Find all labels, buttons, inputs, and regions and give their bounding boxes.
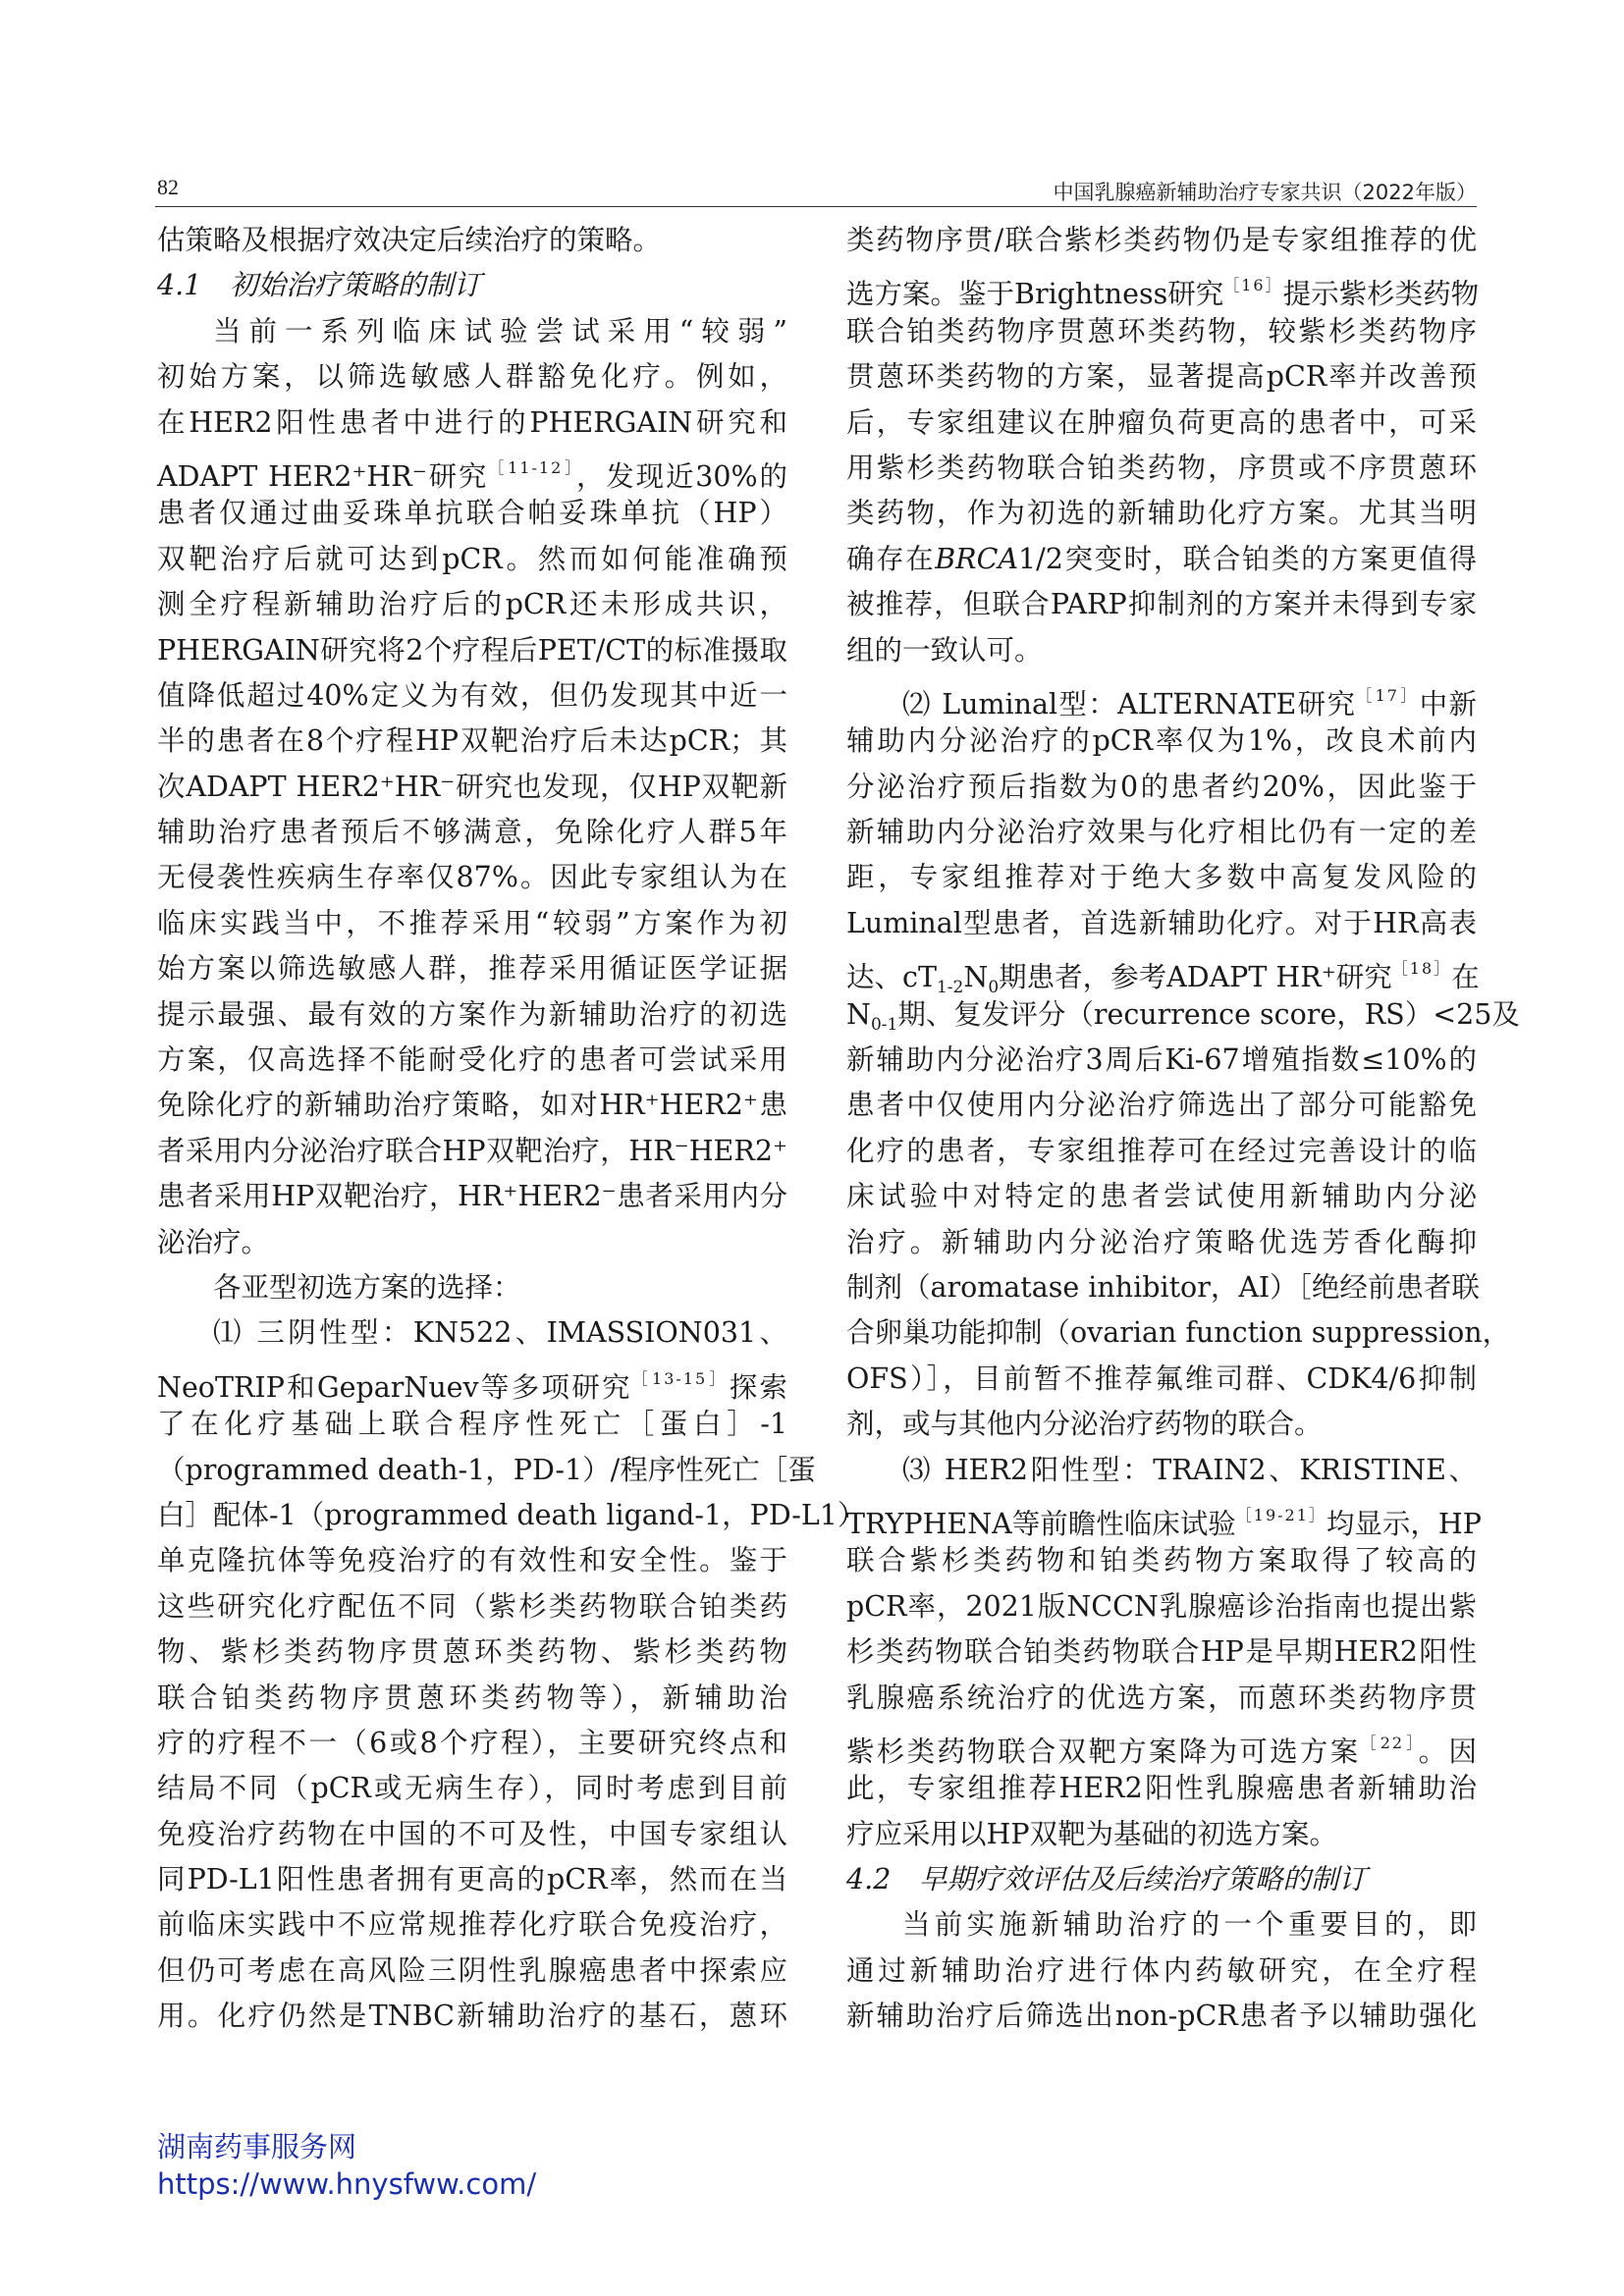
citation: ［16］	[1223, 276, 1283, 295]
text-fragment: 。因	[1418, 1735, 1477, 1768]
text-line: 类药物，作为初选的新辅助化疗方案。尤其当明	[846, 497, 1477, 530]
text-line: 组的一致认可。	[846, 633, 1043, 667]
text-line: 制剂（aromatase inhibitor，AI）［绝经前患者联	[846, 1270, 1480, 1304]
text-line: 结局不同（pCR或无病生存），同时考虑到目前	[157, 1772, 787, 1805]
text-line: pCR率，2021版NCCN乳腺癌诊治指南也提出紫	[846, 1589, 1477, 1623]
text-line: 杉类药物联合铂类药物联合HP是早期HER2阳性	[846, 1635, 1477, 1669]
citation: ［18］	[1391, 959, 1452, 979]
text-line: 前临床实践中不应常规推荐化疗联合免疫治疗，	[157, 1908, 787, 1942]
text-fragment: 期、复发评分（recurrence score，RS）<25及	[897, 997, 1520, 1031]
text-line: 值降低超过40%定义为有效，但仍发现其中近一	[157, 678, 787, 712]
text-line	[846, 263, 1480, 311]
text-fragment: 均显示，HP	[1326, 1507, 1482, 1540]
text-fragment: 选方案。鉴于Brightness研究	[846, 278, 1224, 311]
text-fragment: ，发现近30%的	[575, 459, 787, 493]
text-fragment: 确存在	[846, 542, 936, 575]
text-line: 用。化疗仍然是TNBC新辅助治疗的基石，蒽环	[157, 2000, 787, 2033]
text-fragment: N	[963, 961, 989, 994]
text-line: 治疗。新辅助内分泌治疗策略优选芳香化酶抑	[846, 1225, 1477, 1258]
text-line: ⑶ HER2阳性型：TRAIN2、KRISTINE、	[902, 1453, 1477, 1486]
text-line: 提示最强、最有效的方案作为新辅助治疗的初选	[157, 997, 787, 1031]
text-line: 次ADAPT HER2⁺HR⁻研究也发现，仅HP双靶新	[157, 770, 787, 803]
text-line: 者采用内分泌治疗联合HP双靶治疗，HR⁻HER2⁺	[157, 1134, 787, 1167]
text-fragment: ⑵ Luminal型：ALTERNATE研究	[902, 687, 1357, 721]
text-line	[157, 446, 787, 491]
subscript: 1-2	[936, 978, 964, 998]
text-line: 单克隆抗体等免疫治疗的有效性和安全性。鉴于	[157, 1544, 787, 1577]
text-line: 被推荐，但联合PARP抑制剂的方案并未得到专家	[846, 588, 1477, 621]
text-line: 分泌治疗预后指数为0的患者约20%，因此鉴于	[846, 770, 1477, 803]
text-line: 贯蒽环类药物的方案，显著提高pCR率并改善预	[846, 360, 1477, 394]
text-line: 在HER2阳性患者中进行的PHERGAIN研究和	[157, 405, 787, 439]
text-line: 方案，仅高选择不能耐受化疗的患者可尝试采用	[157, 1043, 787, 1077]
text-line: 这些研究化疗配伍不同（紫杉类药物联合铂类药	[157, 1589, 787, 1623]
text-line: 估策略及根据疗效决定后续治疗的策略。	[157, 224, 662, 256]
text-line: 了在化疗基础上联合程序性死亡［蛋白］-1	[157, 1408, 787, 1441]
watermark	[157, 2128, 536, 2203]
text-fragment: 紫杉类药物联合双靶方案降为可选方案	[846, 1735, 1361, 1768]
text-line: 但仍可考虑在高风险三阴性乳腺癌患者中探索应	[157, 1953, 787, 1987]
text-line: 免除化疗的新辅助治疗策略，如对HR⁺HER2⁺患	[157, 1089, 787, 1122]
text-line: 各亚型初选方案的选择：	[213, 1270, 521, 1304]
text-line: 此，专家组推荐HER2阳性乳腺癌患者新辅助治	[846, 1772, 1477, 1805]
text-line	[846, 992, 1520, 1038]
text-line: 化疗的患者，专家组推荐可在经过完善设计的临	[846, 1134, 1477, 1167]
text-line: 联合紫杉类药物和铂类药物方案取得了较高的	[846, 1544, 1477, 1577]
text-line: OFS）］，目前暂不推荐氟维司群、CDK4/6抑制	[846, 1362, 1477, 1395]
text-fragment: NeoTRIP和GeparNuev等多项研究	[157, 1370, 632, 1404]
text-fragment: 中新	[1419, 687, 1477, 721]
text-line: 新辅助内分泌治疗效果与化疗相比仍有一定的差	[846, 816, 1477, 849]
text-line: 距，专家组推荐对于绝大多数中高复发风险的	[846, 861, 1477, 894]
text-line: 通过新辅助治疗进行体内药敏研究，在全疗程	[846, 1953, 1477, 1987]
text-line: 疗的疗程不一（6或8个疗程），主要研究终点和	[157, 1726, 787, 1759]
citation: ［17］	[1356, 685, 1420, 705]
text-fragment: 期患者，参考ADAPT HR⁺研究	[999, 961, 1392, 994]
text-line: 用紫杉类药物联合铂类药物，序贯或不序贯蒽环	[846, 451, 1477, 484]
subscript: 0	[988, 978, 1000, 998]
citation: ［19-21］	[1235, 1505, 1326, 1524]
watermark-url[interactable]: https://www.hnysfww.com/	[157, 2167, 537, 2201]
text-line: 无侵袭性疾病生存率仅87%。因此专家组认为在	[157, 861, 787, 894]
text-line: 辅助治疗患者预后不够满意，免除化疗人群5年	[157, 816, 787, 849]
text-fragment: N	[846, 997, 871, 1031]
text-line: 免疫治疗药物在中国的不可及性，中国专家组认	[157, 1817, 787, 1850]
text-fragment: 探索	[729, 1370, 787, 1404]
text-line: 测全疗程新辅助治疗后的pCR还未形成共识，	[157, 588, 787, 621]
text-line: 双靶治疗后就可达到pCR。然而如何能准确预	[157, 542, 787, 575]
text-line: 联合铂类药物序贯蒽环类药物等），新辅助治	[157, 1681, 787, 1714]
text-line	[846, 1493, 1482, 1540]
text-line: 当前实施新辅助治疗的一个重要目的，即	[902, 1908, 1477, 1942]
text-line: 患者仅通过曲妥珠单抗联合帕妥珠单抗（HP）	[157, 497, 787, 530]
text-line: 白］配体-1（programmed death ligand-1，PD-L1）	[157, 1498, 866, 1531]
text-line: 合卵巢功能抑制（ovarian function suppression，	[846, 1316, 1511, 1350]
text-line: 联合铂类药物序贯蒽环类药物，较紫杉类药物序	[846, 314, 1477, 347]
text-line: 辅助内分泌治疗的pCR率仅为1%，改良术前内	[846, 724, 1477, 758]
text-line: 初始方案，以筛选敏感人群豁免化疗。例如，	[157, 360, 787, 394]
text-line: 新辅助内分泌治疗3周后Ki-67增殖指数≤10%的	[846, 1043, 1477, 1077]
left-column	[157, 218, 866, 2040]
text-line: 同PD-L1阳性患者拥有更高的pCR率，然而在当	[157, 1863, 787, 1896]
text-line: 疗应采用以HP双靶为基础的初选方案。	[846, 1817, 1338, 1850]
text-line: 乳腺癌系统治疗的优选方案，而蒽环类药物序贯	[846, 1681, 1477, 1714]
text-line: 半的患者在8个疗程HP双靶治疗后未达pCR；其	[157, 724, 787, 758]
text-line: 类药物序贯/联合紫杉类药物仍是专家组推荐的优	[846, 224, 1477, 256]
citation: ［13-15］	[631, 1368, 730, 1388]
text-line	[846, 1721, 1477, 1766]
gene-name: BRCA	[935, 542, 1019, 575]
text-line: 临床实践当中，不推荐采用“较弱”方案作为初	[157, 906, 787, 939]
text-line: 泌治疗。	[157, 1225, 270, 1258]
text-line: 当前一系列临床试验尝试采用“较弱”	[213, 314, 787, 347]
text-line: 始方案以筛选敏感人群，推荐采用循证医学证据	[157, 952, 787, 986]
text-line: （programmed death-1，PD-1）/程序性死亡［蛋	[157, 1453, 816, 1486]
section-heading-4-1: 4.1 初始治疗策略的制订	[157, 269, 482, 302]
text-line: 患者采用HP双靶治疗，HR⁺HER2⁻患者采用内分	[157, 1180, 787, 1213]
text-line: 床试验中对特定的患者尝试使用新辅助内分泌	[846, 1180, 1477, 1213]
text-line	[846, 673, 1477, 719]
text-fragment: 在	[1451, 961, 1480, 994]
citation: ［11-12］	[488, 457, 576, 477]
right-column	[846, 218, 1520, 2040]
text-line: 后，专家组建议在肿瘤负荷更高的患者中，可采	[846, 405, 1477, 439]
running-title: 中国乳腺癌新辅助治疗专家共识（2022年版）	[1053, 181, 1477, 204]
text-line: 剂，或与其他内分泌治疗药物的联合。	[846, 1408, 1323, 1441]
text-line	[846, 537, 1477, 582]
subscript: 0-1	[870, 1014, 898, 1035]
text-line: ⑴ 三阴性型：KN522、IMASSION031、	[213, 1316, 787, 1350]
watermark-site-name: 湖南药事服务网	[157, 2130, 357, 2163]
citation: ［22］	[1360, 1733, 1419, 1752]
text-line: 物、紫杉类药物序贯蒽环类药物、紫杉类药物	[157, 1635, 787, 1669]
text-line: PHERGAIN研究将2个疗程后PET/CT的标准摄取	[157, 633, 787, 667]
section-heading-4-2: 4.2 早期疗效评估及后续治疗策略的制订	[846, 1863, 1367, 1896]
header-rule	[155, 206, 1477, 207]
text-fragment: 提示紫杉类药物	[1282, 278, 1480, 311]
text-line: 患者中仅使用内分泌治疗筛选出了部分可能豁免	[846, 1089, 1477, 1122]
text-line	[846, 946, 1480, 998]
text-line: Luminal型患者，首选新辅助化疗。对于HR高表	[846, 906, 1477, 939]
text-line: 新辅助治疗后筛选出non-pCR患者予以辅助强化	[846, 2000, 1477, 2033]
page-number: 82	[157, 175, 179, 199]
text-fragment: ADAPT HER2⁺HR⁻研究	[157, 459, 489, 493]
text-fragment: 达、cT	[846, 961, 937, 994]
text-fragment: 1/2突变时，联合铂类的方案更值得	[1018, 542, 1477, 575]
text-line	[157, 1357, 787, 1402]
text-fragment: TRYPHENA等前瞻性临床试验	[846, 1507, 1236, 1540]
